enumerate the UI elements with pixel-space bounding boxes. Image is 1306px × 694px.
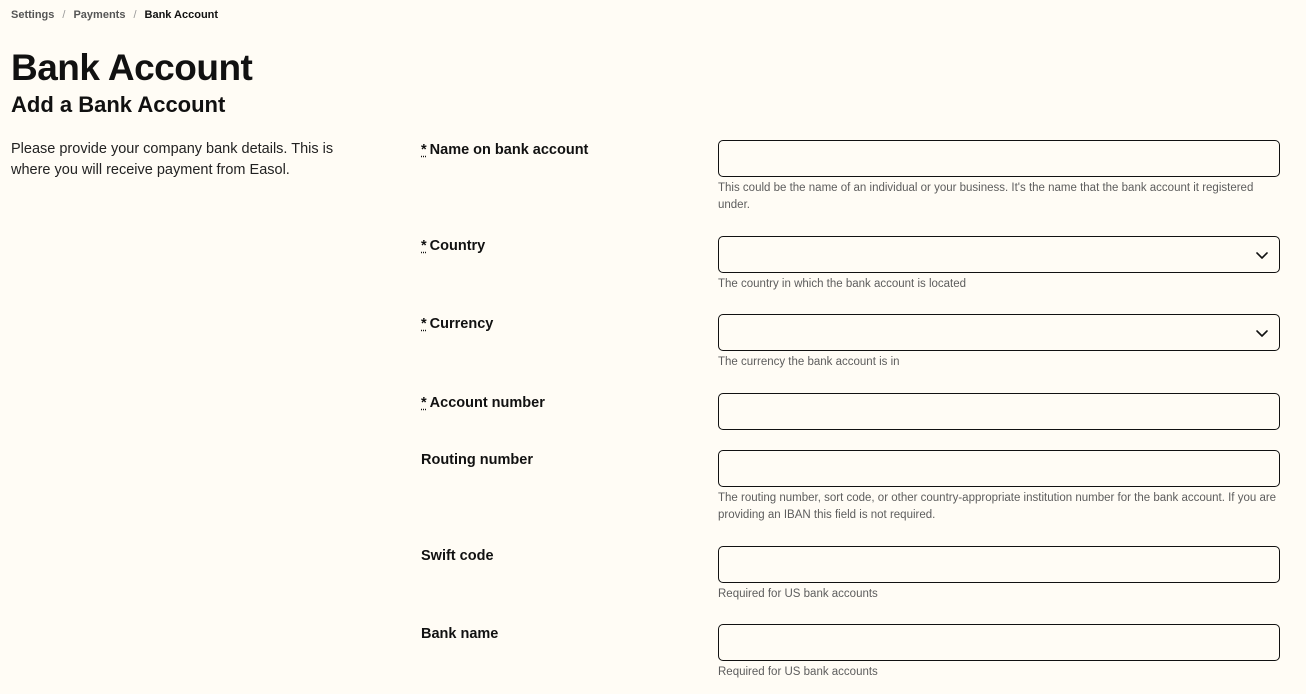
country-select[interactable] (718, 236, 1280, 273)
label-bank-name: Bank name (421, 626, 499, 642)
bank-name-input[interactable] (718, 624, 1280, 661)
breadcrumb-separator: / (133, 9, 137, 21)
label-swift-code: Swift code (421, 548, 494, 564)
field-label-text: Currency (429, 316, 494, 332)
currency-select[interactable] (718, 314, 1280, 351)
breadcrumb-separator: / (62, 9, 66, 21)
label-routing-number: Routing number (421, 452, 533, 468)
breadcrumb (11, 9, 218, 21)
chevron-down-icon (1255, 248, 1269, 262)
help-bank-name: Required for US bank accounts (718, 666, 878, 678)
routing-number-input[interactable] (718, 450, 1280, 487)
field-label-text: Name on bank account (429, 142, 589, 158)
swift-code-input[interactable] (718, 546, 1280, 583)
required-marker: * (421, 316, 427, 332)
label-currency (421, 314, 493, 334)
page-title: Bank Account (11, 47, 253, 88)
intro-text: Please provide your company bank details. This is where you will receive payment from Easol. (11, 141, 334, 178)
page-subtitle: Add a Bank Account (11, 92, 226, 117)
name-on-bank-account-input[interactable] (718, 140, 1280, 177)
breadcrumb-item-current: Bank Account (144, 9, 219, 21)
help-swift-code: Required for US bank accounts (718, 588, 878, 600)
breadcrumb-item-payments[interactable]: Payments (73, 9, 126, 21)
account-number-input[interactable] (718, 393, 1280, 430)
label-name-on-bank-account (421, 140, 588, 160)
field-label-text: Country (429, 238, 486, 254)
breadcrumb-item-settings[interactable]: Settings (11, 9, 55, 21)
chevron-down-icon (1255, 326, 1269, 340)
help-country: The country in which the bank account is located (718, 278, 967, 290)
label-country (421, 236, 485, 256)
required-marker: * (421, 142, 427, 158)
help-currency: The currency the bank account is in (718, 356, 900, 368)
required-marker: * (421, 395, 427, 411)
label-account-number (421, 393, 545, 413)
help-routing-number: The routing number, sort code, or other country-appropriate institution number for the bank account. If you are providing an IBAN this field is not required. (718, 492, 1277, 521)
required-marker: * (421, 238, 427, 254)
field-label-text: Account number (429, 395, 545, 411)
help-name-on-bank-account: This could be the name of an individual or your business. It's the name that the bank account it registered under. (718, 182, 1254, 211)
